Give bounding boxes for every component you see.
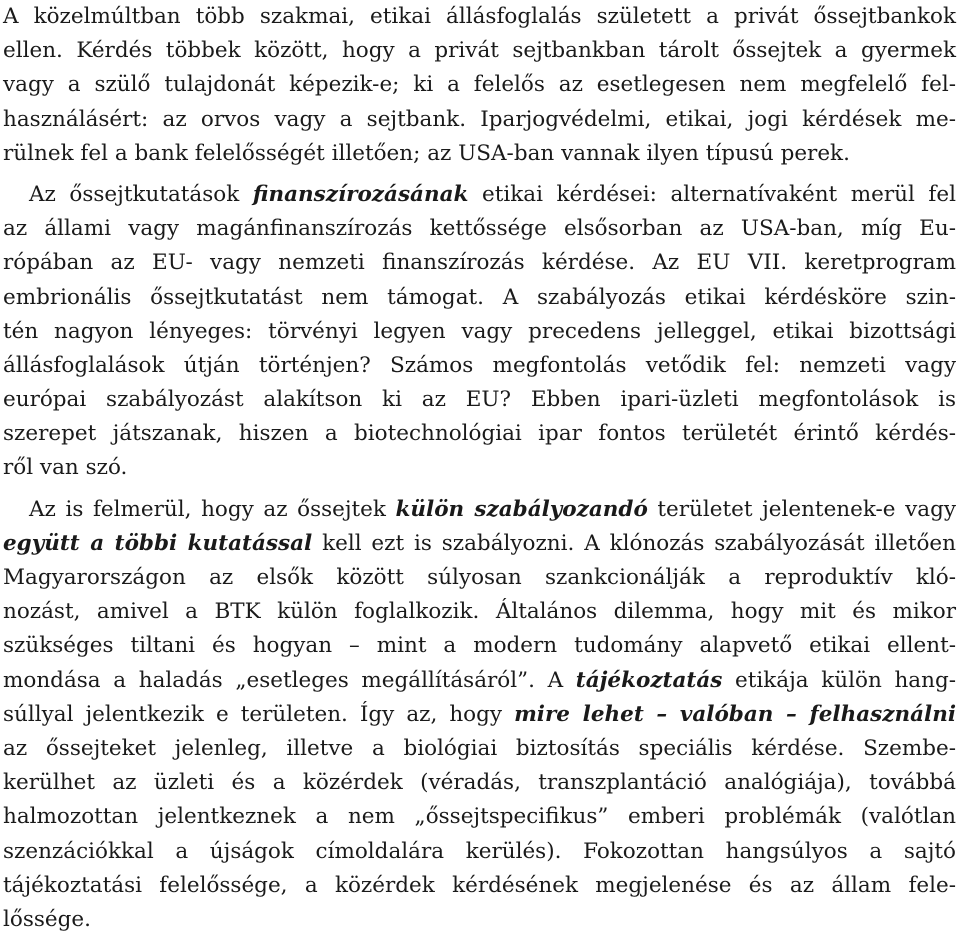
text-line [3, 383, 956, 417]
text-segment: embrionális őssejtkutatást nem támogat. A szabályozás etikai kérdésköre szin- [3, 284, 956, 310]
text-line [3, 629, 956, 663]
text-line [3, 349, 956, 383]
text-line [3, 835, 956, 869]
text-line [3, 493, 956, 527]
text-segment: használásért: az orvos vagy a sejtbank. Iparjogvédelmi, etikai, jogi kérdések me- [3, 106, 956, 132]
emphasized-text: külön szabályozandó [395, 496, 648, 522]
text-segment: állásfoglalások útján történjen? Számos megfontolás vetődik fel: nemzeti vagy [3, 352, 956, 378]
text-segment: mondása a haladás „esetleges megállításáról”. A [3, 667, 576, 693]
paragraph [3, 178, 956, 486]
text-segment: rülnek fel a bank felelősségét illetően; az USA-ban vannak ilyen típusú perek. [3, 140, 850, 166]
text-segment: az állami vagy magánfinanszírozás kettőssége elsősorban az USA-ban, míg Eu- [3, 216, 956, 242]
text-segment: ellen. Kérdés többek között, hogy a privát sejtbankban tárolt őssejtek a gyermek [3, 38, 956, 64]
text-line [3, 137, 956, 171]
text-segment: tén nagyon lényeges: törvényi legyen vagy precedens jelleggel, etikai bizottsági [3, 318, 956, 344]
text-line [3, 698, 956, 732]
text-segment: európai szabályozást alakítson ki az EU? Ebben ipari-üzleti megfontolások is [3, 387, 956, 413]
text-segment: szerepet játszanak, hiszen a biotechnológiai ipar fontos területét érintő kérdés- [3, 421, 956, 447]
text-line [3, 68, 956, 102]
text-line [3, 903, 956, 937]
text-segment: súllyal jelentkezik e területen. Így az, hogy [3, 701, 515, 727]
text-line [3, 766, 956, 800]
text-line [3, 527, 956, 561]
emphasized-text: együtt a többi kutatással [3, 530, 313, 556]
text-line [3, 246, 956, 280]
paragraph [3, 493, 956, 937]
text-segment: Az is felmerül, hogy az őssejtek [29, 496, 396, 522]
emphasized-text: finanszírozásának [252, 181, 469, 207]
text-line [3, 664, 956, 698]
text-line [3, 417, 956, 451]
text-line [3, 178, 956, 212]
text-segment: A közelmúltban több szakmai, etikai állásfoglalás született a privát őssejtbankok [3, 4, 956, 29]
text-segment: etikai kérdései: alternatívaként merül fel [468, 181, 956, 207]
text-line [3, 732, 956, 766]
text-segment: halmozottan jelentkeznek a nem „őssejtspecifikus” emberi problémák (valótlan [3, 804, 956, 830]
text-segment: Az őssejtkutatások [29, 181, 253, 207]
text-segment: rópában az EU- vagy nemzeti finanszírozás kérdése. Az EU VII. keretprogram [3, 250, 956, 276]
text-segment: lőssége. [3, 906, 91, 932]
text-segment: vagy a szülő tulajdonát képezik-e; ki a felelős az esetlegesen nem megfelelő fel- [3, 72, 956, 98]
emphasized-text: tájékoztatás [575, 667, 723, 693]
emphasized-text: mire lehet – valóban – felhasználni [514, 701, 956, 727]
text-line [3, 103, 956, 137]
text-line [3, 315, 956, 349]
text-segment: kerülhet az üzleti és a közérdek (véradás, transzplantáció analógiája), továbbá [3, 770, 956, 796]
text-segment: nozást, amivel a BTK külön foglalkozik. Általános dilemma, hogy mit és mikor [3, 599, 956, 625]
text-line [3, 595, 956, 629]
text-line [3, 0, 956, 34]
text-segment: etikája külön hang- [722, 667, 956, 693]
text-segment: az őssejteket jelenleg, illetve a biológiai biztosítás speciális kérdése. Szembe- [3, 735, 956, 761]
paragraph-gap [3, 486, 956, 493]
text-segment: tájékoztatási felelőssége, a közérdek kérdésének megjelenése és az állam fele- [3, 872, 956, 898]
text-line [3, 561, 956, 595]
text-line [3, 451, 956, 485]
text-segment: területet jelentenek-e vagy [647, 496, 956, 522]
text-segment: ről van szó. [3, 455, 128, 481]
text-segment: Magyarországon az elsők között súlyosan szankcionálják a reproduktív kló- [3, 565, 956, 590]
paragraph [3, 0, 956, 171]
text-line [3, 869, 956, 903]
text-segment: szenzációkkal a újságok címoldalára kerülés). Fokozottan hangsúlyos a sajtó [3, 838, 956, 864]
text-line [3, 281, 956, 315]
paragraph-gap [3, 171, 956, 178]
text-line [3, 800, 956, 834]
text-segment: szükséges tiltani és hogyan – mint a modern tudomány alapvető etikai ellent- [3, 633, 956, 659]
text-segment: kell ezt is szabályozni. A klónozás szabályozását illetően [312, 530, 956, 556]
text-line [3, 212, 956, 246]
text-line [3, 34, 956, 68]
